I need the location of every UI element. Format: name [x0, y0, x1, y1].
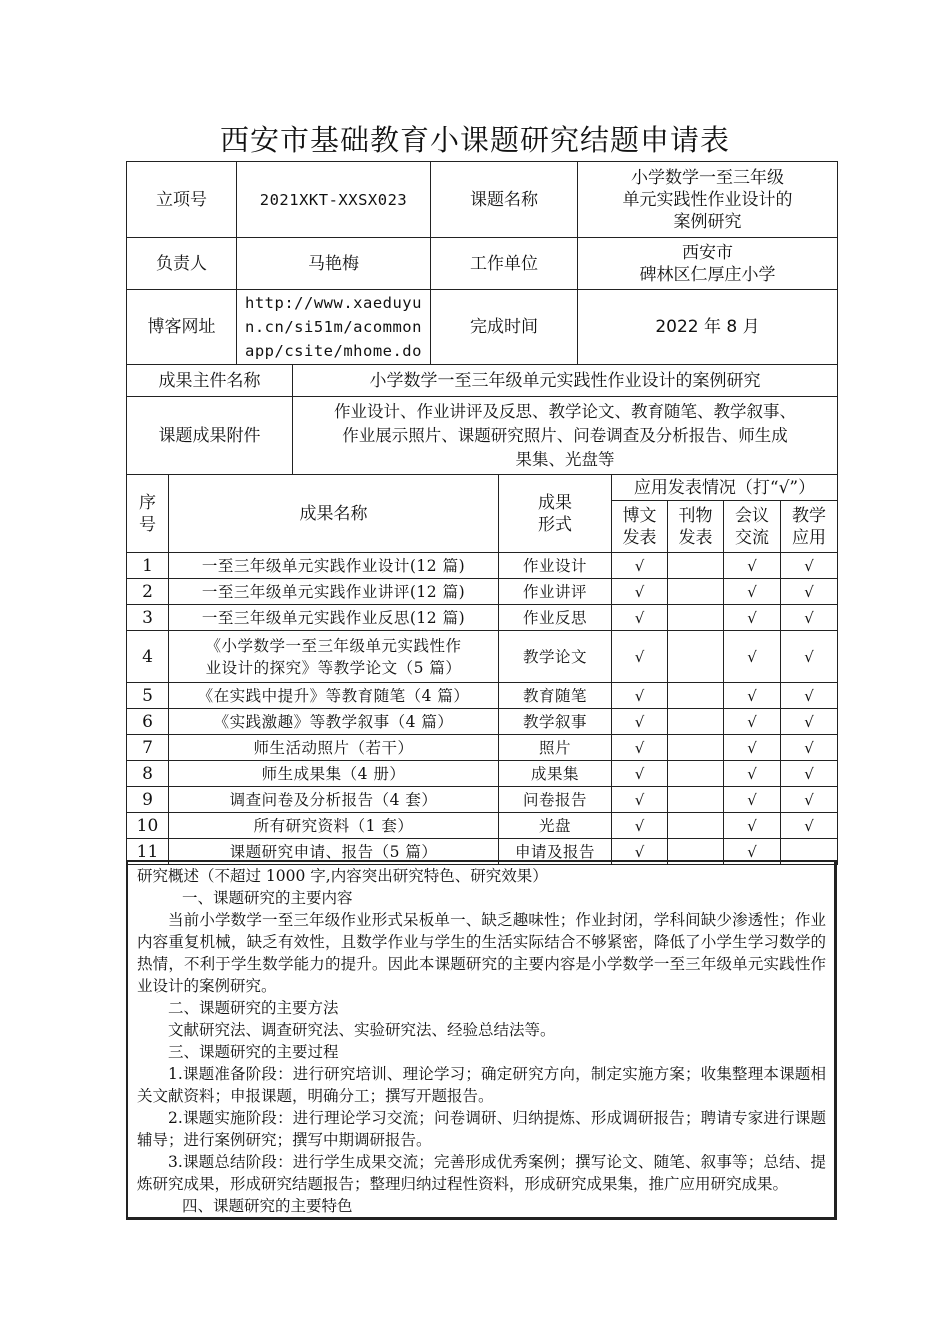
topic-line: 单元实践性作业设计的 — [622, 189, 793, 210]
row-check-mark: √ — [612, 839, 668, 865]
row-check-mark: √ — [724, 605, 781, 631]
table-row — [127, 579, 838, 605]
unit-line: 西安市 — [682, 242, 733, 263]
topic-line: 案例研究 — [673, 211, 742, 232]
row-no: 10 — [127, 813, 169, 839]
row-check-mark: √ — [781, 553, 838, 579]
row-name-line: 师生成果集（4 册） — [261, 764, 406, 783]
row-no: 8 — [127, 761, 169, 787]
row-check-mark: √ — [612, 579, 668, 605]
blog-value — [237, 290, 431, 365]
results-table — [126, 474, 838, 865]
row-name-line: 一至三年级单元实践作业设计(12 篇) — [201, 556, 466, 575]
row-check-mark — [668, 761, 724, 787]
row-check-mark: √ — [612, 735, 668, 761]
sub-col-line: 发表 — [622, 527, 657, 548]
row-check-mark: √ — [781, 631, 838, 683]
row-no: 11 — [127, 839, 169, 865]
leader-value: 马艳梅 — [237, 238, 431, 290]
row-check-mark — [668, 787, 724, 813]
row-no: 1 — [127, 553, 169, 579]
summary-section-2: 二、课题研究的主要方法 — [168, 999, 339, 1017]
row-name — [169, 709, 499, 735]
sub-col-line: 博文 — [622, 505, 657, 526]
row-name — [169, 735, 499, 761]
row-check-mark: √ — [612, 605, 668, 631]
row-form: 教育随笔 — [499, 683, 612, 709]
summary-heading: 研究概述（不超过 1000 字,内容突出研究特色、研究效果） — [137, 867, 548, 885]
row-check-mark — [668, 605, 724, 631]
row-name — [169, 683, 499, 709]
row-form: 作业讲评 — [499, 579, 612, 605]
row-check-mark — [668, 735, 724, 761]
row-name — [169, 579, 499, 605]
row-form: 教学论文 — [499, 631, 612, 683]
row-check-mark: √ — [781, 605, 838, 631]
row-check-mark — [668, 709, 724, 735]
row-no: 4 — [127, 631, 169, 683]
row-check-mark: √ — [781, 579, 838, 605]
row-no: 6 — [127, 709, 169, 735]
row-check-mark: √ — [724, 761, 781, 787]
row-check-mark: √ — [612, 631, 668, 683]
table-row — [127, 813, 838, 839]
result-summary-table — [126, 364, 838, 475]
row-check-mark: √ — [612, 761, 668, 787]
row-check-mark: √ — [724, 631, 781, 683]
row-form: 问卷报告 — [499, 787, 612, 813]
page-title: 西安市基础教育小课题研究结题申请表 — [219, 123, 730, 157]
main-result-value: 小学数学一至三年级单元实践性作业设计的案例研究 — [293, 365, 838, 397]
sub-col-line: 发表 — [678, 527, 713, 548]
row-no: 5 — [127, 683, 169, 709]
row-check-mark: √ — [724, 787, 781, 813]
row-check-mark: √ — [724, 709, 781, 735]
leader-label: 负责人 — [127, 238, 237, 290]
row-check-mark: √ — [724, 579, 781, 605]
row-name-line: 《在实践中提升》等教育随笔（4 篇） — [197, 686, 470, 705]
attach-line: 果集、光盘等 — [515, 449, 615, 469]
table-row — [127, 735, 838, 761]
row-check-mark — [668, 813, 724, 839]
row-name-line: 业设计的探究》等教学论文（5 篇） — [205, 658, 462, 677]
row-check-mark: √ — [781, 813, 838, 839]
sub-col-meeting — [724, 501, 781, 553]
row-name — [169, 761, 499, 787]
row-form: 作业设计 — [499, 553, 612, 579]
summary-section-3: 三、课题研究的主要过程 — [168, 1043, 339, 1061]
col-apply-header: 应用发表情况（打“√”） — [612, 475, 838, 501]
row-check-mark: √ — [724, 813, 781, 839]
row-check-mark: √ — [612, 813, 668, 839]
col-form-header — [499, 475, 612, 553]
attach-line: 作业展示照片、课题研究照片、问卷调查及分析报告、师生成 — [342, 425, 788, 445]
table-row — [127, 605, 838, 631]
row-check-mark — [668, 553, 724, 579]
summary-paragraph-3a: 1.课题准备阶段：进行研究培训、理论学习；确定研究方向，制定实施方案；收集整理本课题相关文献资料；申报课题，明确分工；撰写开题报告。 — [137, 1065, 826, 1105]
row-check-mark — [668, 683, 724, 709]
topic-value — [578, 162, 838, 238]
blog-line: app/csite/mhome.do — [245, 342, 422, 360]
row-name-line: 一至三年级单元实践作业讲评(12 篇) — [201, 582, 466, 601]
row-name — [169, 605, 499, 631]
row-check-mark: √ — [724, 683, 781, 709]
row-no: 3 — [127, 605, 169, 631]
row-name-line: 课题研究申请、报告（5 篇） — [229, 842, 438, 861]
unit-label: 工作单位 — [431, 238, 578, 290]
unit-value — [578, 238, 838, 290]
row-check-mark — [668, 631, 724, 683]
table-row — [127, 787, 838, 813]
row-check-mark: √ — [724, 735, 781, 761]
row-check-mark: √ — [612, 683, 668, 709]
row-check-mark: √ — [781, 735, 838, 761]
col-no-line: 序 — [139, 492, 156, 513]
summary-paragraph-3b: 2.课题实施阶段：进行理论学习交流；问卷调研、归纳提炼、形成调研报告；聘请专家进行课题辅导；进行案例研究；撰写中期调研报告。 — [137, 1109, 826, 1149]
sub-col-journal — [668, 501, 724, 553]
row-check-mark — [668, 579, 724, 605]
col-no-line: 号 — [139, 514, 156, 535]
topic-label: 课题名称 — [431, 162, 578, 238]
row-name — [169, 813, 499, 839]
row-name — [169, 787, 499, 813]
row-name-line: 《小学数学一至三年级单元实践性作 — [205, 636, 462, 655]
sub-col-teaching — [781, 501, 838, 553]
row-name — [169, 553, 499, 579]
summary-section-1: 一、课题研究的主要内容 — [181, 889, 353, 907]
row-name-line: 一至三年级单元实践作业反思(12 篇) — [201, 608, 466, 627]
attach-value — [293, 397, 838, 475]
table-row — [127, 683, 838, 709]
main-result-label: 成果主件名称 — [127, 365, 293, 397]
summary-paragraph-3c: 3.课题总结阶段：进行学生成果交流；完善形成优秀案例；撰写论文、随笔、叙事等；总结、提炼研究成果，形成研究结题报告；整理归纳过程性资料，形成研究成果集，推广应用研究成果。 — [137, 1153, 826, 1193]
sub-col-line: 应用 — [792, 527, 827, 548]
col-form-line: 形式 — [538, 514, 572, 535]
unit-line: 碑林区仁厚庄小学 — [639, 264, 776, 285]
row-form: 教学叙事 — [499, 709, 612, 735]
row-name — [169, 631, 499, 683]
row-form: 申请及报告 — [499, 839, 612, 865]
col-name-header: 成果名称 — [169, 475, 499, 553]
research-summary — [126, 860, 837, 1220]
row-name-line: 调查问卷及分析报告（4 套） — [229, 790, 438, 809]
row-check-mark: √ — [612, 787, 668, 813]
summary-section-4: 四、课题研究的主要特色 — [181, 1197, 353, 1215]
sub-col-line: 教学 — [792, 505, 827, 526]
row-form: 光盘 — [499, 813, 612, 839]
row-form: 成果集 — [499, 761, 612, 787]
table-row — [127, 631, 838, 683]
row-check-mark: √ — [724, 839, 781, 865]
result-rows — [127, 553, 838, 865]
table-row — [127, 709, 838, 735]
row-name-line: 所有研究资料（1 套） — [253, 816, 414, 835]
row-form: 作业反思 — [499, 605, 612, 631]
col-form-line: 成果 — [538, 492, 572, 513]
row-no: 2 — [127, 579, 169, 605]
row-check-mark: √ — [781, 787, 838, 813]
row-no: 7 — [127, 735, 169, 761]
project-no-value: 2021XKT-XXSX023 — [237, 162, 431, 238]
sub-col-blog — [612, 501, 668, 553]
sub-col-line: 交流 — [735, 527, 769, 548]
col-no-header — [127, 475, 169, 553]
row-check-mark: √ — [781, 683, 838, 709]
project-info-table — [126, 161, 838, 365]
blog-label: 博客网址 — [127, 290, 237, 365]
row-check-mark: √ — [781, 761, 838, 787]
row-check-mark: √ — [612, 709, 668, 735]
topic-line: 小学数学一至三年级 — [631, 167, 784, 188]
project-no-label: 立项号 — [127, 162, 237, 238]
table-row — [127, 553, 838, 579]
summary-paragraph-1: 当前小学数学一至三年级作业形式呆板单一、缺乏趣味性；作业封闭，学科间缺少渗透性；作业内容重复机械，缺乏有效性，且数学作业与学生的生活实际结合不够紧密，降低了小学生学习数学的热情，不利于学生数学能力的提升。因此本课题研究的主要内容是小学数学一至三年级单元实践性作业设计的案例研究。 — [137, 911, 826, 995]
finish-label: 完成时间 — [431, 290, 578, 365]
row-check-mark: √ — [781, 709, 838, 735]
attach-line: 作业设计、作业讲评及反思、教学论文、教育随笔、教学叙事、 — [334, 401, 796, 421]
sub-col-line: 会议 — [735, 505, 769, 526]
sub-col-line: 刊物 — [678, 505, 713, 526]
row-check-mark: √ — [724, 553, 781, 579]
row-name-line: 师生活动照片（若干） — [253, 738, 414, 757]
blog-line: n.cn/si51m/acommon — [245, 318, 422, 336]
summary-paragraph-2: 文献研究法、调查研究法、实验研究法、经验总结法等。 — [168, 1021, 556, 1039]
row-name-line: 《实践激趣》等教学叙事（4 篇） — [213, 712, 454, 731]
row-check-mark: √ — [612, 553, 668, 579]
finish-value: 2022 年 8 月 — [578, 290, 838, 365]
table-row — [127, 761, 838, 787]
blog-line: http://www.xaeduyu — [245, 294, 422, 312]
row-no: 9 — [127, 787, 169, 813]
attach-label: 课题成果附件 — [127, 397, 293, 475]
row-form: 照片 — [499, 735, 612, 761]
